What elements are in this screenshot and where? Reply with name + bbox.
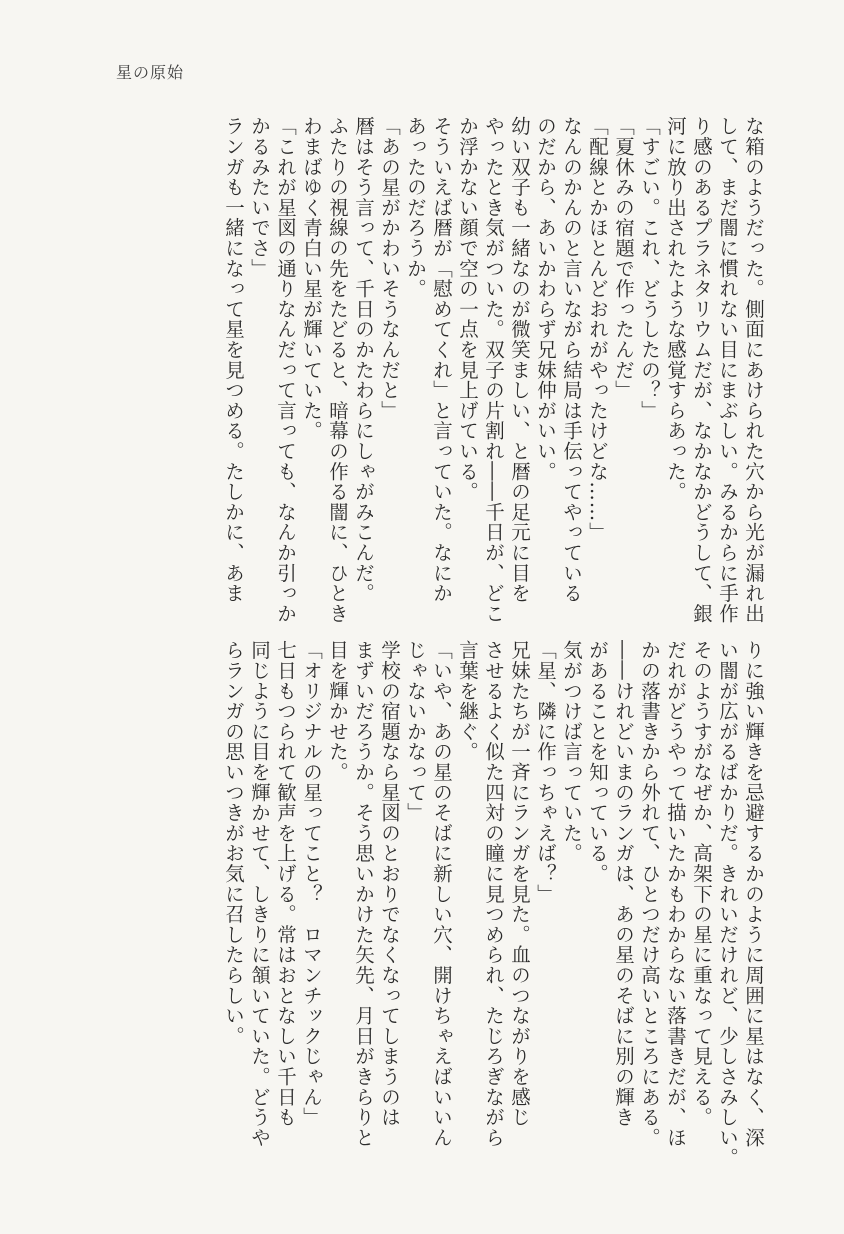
lower-text-line: そのようすがなぜか、高架下の星に重なって見える。 [690,640,713,1128]
upper-text-line: 河に放り出されたような感覚すらあった。 [664,116,687,502]
lower-text-line: があることを知っている。 [586,640,609,884]
lower-text-line: りに強い輝きを忌避するかのように周囲に星はなく、深 [742,640,765,1148]
lower-text-line: 目を輝かせた。 [326,640,349,783]
upper-text-line: か浮かない顔で空の一点を見上げている。 [456,116,479,502]
upper-text-line: な箱のようだった。側面にあけられた穴から光が漏れ出 [742,116,765,624]
upper-text-line: 幼い双子も一緒なのが微笑ましい、と暦の足元に目を [508,116,531,604]
upper-text-line: 「あの星がかわいそうなんだと」 [378,116,401,421]
lower-text-line: させるよく似た四対の瞳に見つめられ、たじろぎながら [482,640,505,1148]
lower-text-line: 気がつけば言っていた。 [560,640,583,864]
upper-text-line: そういえば暦が「慰めてくれ」と言っていた。なにか [430,116,453,604]
upper-text-line: 「夏休みの宿題で作ったんだ」 [612,116,635,401]
lower-text-line: かの落書きから外れて、ひとつだけ高いところにある。 [638,640,661,1148]
page-header-title: 星の原始 [116,63,185,82]
text-block-upper [220,116,766,624]
lower-text-line: らランガの思いつきがお気に召したらしい。 [222,640,245,1046]
upper-text-line: なんのかんのと言いながら結局は手伝ってやっている [560,116,583,604]
lower-text-line: 学校の宿題なら星図のとおりでなくなってしまうのは [378,640,401,1128]
upper-text-line: 暦はそう言って、千日のかたわらにしゃがみこんだ。 [352,116,375,604]
upper-text-line: 「これが星図の通りなんだって言っても、なんか引っか [274,116,297,624]
upper-text-line: かるみたいでさ」 [248,116,271,279]
upper-text-line: のだから、あいかわらず兄妹仲がいい。 [534,116,557,482]
upper-text-line: 「すごい。これ、どうしたの？」 [638,116,661,421]
lower-text-line: 「いや、あの星のそばに新しい穴、開けちゃえばいいん [430,640,453,1148]
lower-text-line: 言葉を継ぐ。 [456,640,479,762]
upper-text-line: ふたりの視線の先をたどると、暗幕の作る闇に、ひとき [326,116,349,624]
upper-text-line: わまばゆく青白い星が輝いていた。 [300,116,323,441]
text-block-lower [220,640,766,1168]
upper-text-line: して、まだ闇に慣れない目にまぶしい。みるからに手作 [716,116,739,624]
lower-text-line: 兄妹たちが一斉にランガを見た。血のつながりを感じ [508,640,531,1128]
lower-text-line: ――けれどいまのランガは、あの星のそばに別の輝き [612,640,635,1128]
upper-text-line: り感のあるプラネタリウムだが、なかなかどうして、銀 [690,116,713,624]
lower-text-line: 「オリジナルの星ってこと？ ロマンチックじゃん」 [300,640,323,1128]
lower-text-line: だれがどうやって描いたかもわからない落書きだが、ほ [664,640,687,1148]
lower-text-line: 同じように目を輝かせて、しきりに頷いていた。どうや [248,640,271,1148]
lower-text-line: 「星、隣に作っちゃえば？」 [534,640,557,904]
lower-text-line: 七日もつられて歓声を上げる。常はおとなしい千日も [274,640,297,1128]
lower-text-line: い闇が広がるばかりだ。きれいだけれど、少しさみしい。 [716,640,739,1168]
lower-text-line: じゃないかなって」 [404,640,427,823]
lower-text-line: まずいだろうか。そう思いかけた矢先、月日がきらりと [352,640,375,1148]
upper-text-line: 「配線とかほとんどおれがやったけどな……」 [586,116,609,543]
upper-text-line: やったとき気がついた。双子の片割れ――千日が、どこ [482,116,505,624]
upper-text-line: ランガも一緒になって星を見つめる。たしかに、あま [222,116,245,604]
upper-text-line: あったのだろうか。 [404,116,427,299]
